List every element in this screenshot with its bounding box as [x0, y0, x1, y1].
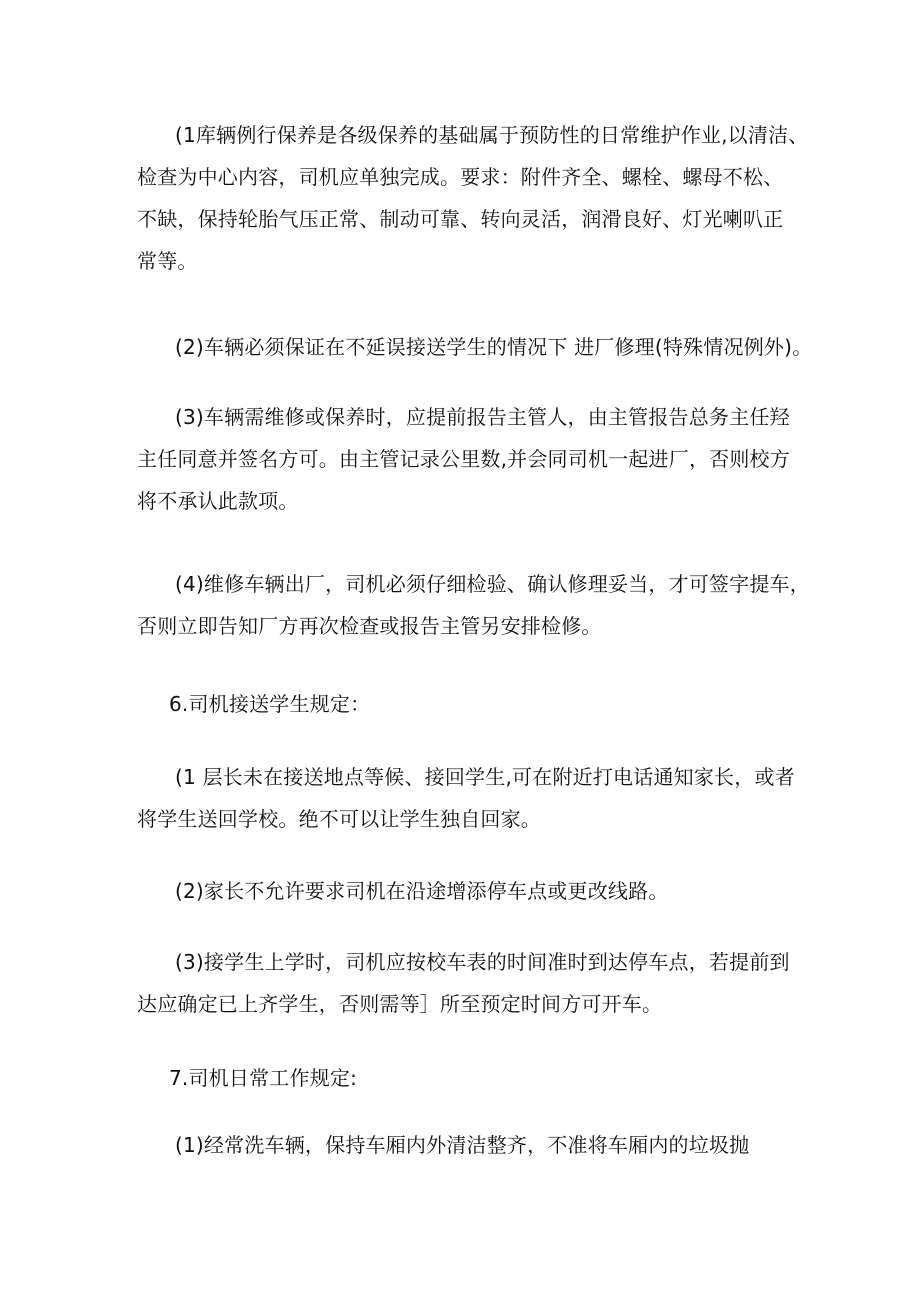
text-line: 将学生送回学校。绝不可以让学生独自回家。	[137, 807, 541, 831]
paragraph-vehicle-pickup	[137, 563, 810, 647]
paragraph-vehicle-cleaning	[137, 1124, 797, 1166]
section-heading-text: 7.司机日常工作规定:	[169, 1066, 358, 1090]
paragraph-no-extra-stops	[137, 870, 797, 912]
text-line: 否则立即告知厂方再次检查或报告主管另安排检修。	[137, 614, 602, 638]
text-line: (1 层长未在接送地点等候、接回学生,可在附近打电话通知家长，或者	[175, 765, 795, 789]
text-line: 达应确定已上齐学生，否则需等］所至预定时间方可开车。	[137, 992, 663, 1016]
text-line: (4)维修车辆出厂，司机必须仔细检验、确认修理妥当，才可签字提车，	[175, 572, 810, 596]
paragraph-repair-timing	[137, 326, 813, 368]
text-line: 常等。	[137, 249, 198, 273]
text-line: (2)家长不允许要求司机在沿途增添停车点或更改线路。	[175, 879, 669, 903]
section-heading-daily-work	[137, 1057, 797, 1099]
text-line: (3)车辆需维修或保养时，应提前报告主管人，由主管报告总务主任羟	[175, 405, 790, 429]
paragraph-parent-absent	[137, 756, 797, 840]
text-line: (3)接学生上学时，司机应按校车表的时间准时到达停车点，若提前到	[175, 950, 790, 974]
section-heading-text: 6.司机接送学生规定：	[169, 692, 371, 716]
text-line: 检查为中心内容，司机应单独完成。要求：附件齐全、螺栓、螺母不松、	[137, 165, 784, 189]
text-line: 将不承认此款项。	[137, 489, 299, 513]
text-line: (1)经常洗车辆，保持车厢内外清洁整齐，不准将车厢内的垃圾抛	[175, 1133, 750, 1157]
text-line: (1库辆例行保养是各级保养的基础属于预防性的日常维护作业,以清洁、	[175, 123, 809, 147]
text-line: 主任同意并签名方可。由主管记录公里数,并会同司机一起进厂，否则校方	[137, 447, 790, 471]
text-line: 不缺，保持轮胎气压正常、制动可靠、转向灵活，润滑良好、灯光喇叭正	[137, 207, 784, 231]
paragraph-repair-approval	[137, 396, 797, 522]
text-line: (2)车辆必须保证在不延误接送学生的情况下 进厂修理(特殊情况例外)。	[175, 335, 813, 359]
paragraph-routine-maintenance	[137, 114, 809, 282]
paragraph-pickup-schedule	[137, 941, 797, 1025]
section-heading-student-transport	[137, 683, 797, 725]
